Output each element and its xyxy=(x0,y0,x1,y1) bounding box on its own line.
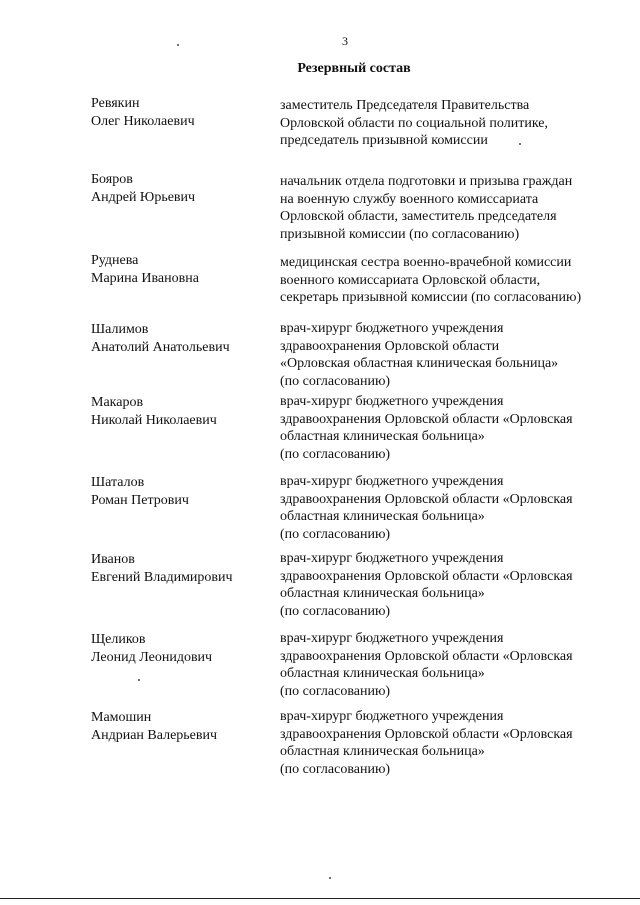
member-role-line: (по согласованию) xyxy=(280,526,391,542)
scan-speck xyxy=(177,44,179,46)
member-role-line: врач-хирург бюджетного учреждения xyxy=(280,551,504,566)
member-role-line: врач-хирург бюджетного учреждения xyxy=(280,321,504,336)
member-role xyxy=(280,708,610,778)
member-surname: Шалимов xyxy=(91,322,149,337)
member-role-line: здравоохранения Орловской области «Орловская xyxy=(280,726,573,742)
member-given-names: Леонид Леонидович xyxy=(91,650,213,665)
member-surname: Мамошин xyxy=(91,710,152,725)
member-role-line: здравоохранения Орловской области xyxy=(280,338,500,354)
member-given-names: Андрей Юрьевич xyxy=(91,190,196,205)
member-name xyxy=(91,321,271,357)
member-role-line: здравоохранения Орловской области «Орловская xyxy=(280,491,573,507)
member-given-names: Роман Петрович xyxy=(91,493,189,508)
member-role-line: (по согласованию) xyxy=(280,683,391,699)
page-number: 3 xyxy=(342,34,348,48)
member-given-names: Марина Ивановна xyxy=(91,271,199,286)
member-role-line: (по согласованию) xyxy=(280,446,391,462)
member-surname: Щеликов xyxy=(91,632,146,647)
member-role-line: военного комиссариата Орловской области, xyxy=(280,272,541,288)
member-role-line: областная клиническая больница» xyxy=(280,586,485,601)
member-role-line: областная клиническая больница» xyxy=(280,744,485,759)
member-role-line: врач-хирург бюджетного учреждения xyxy=(280,631,504,646)
member-role xyxy=(280,550,610,620)
member-name xyxy=(91,252,271,288)
member-role-line: «Орловская областная клиническая больница» xyxy=(280,356,559,371)
member-role-line: врач-хирург бюджетного учреждения xyxy=(280,474,504,489)
member-role-line: (по согласованию) xyxy=(280,373,391,389)
member-role-line: здравоохранения Орловской области «Орловская xyxy=(280,648,573,664)
member-role-line: начальник отдела подготовки и призыва граждан xyxy=(280,174,573,189)
member-role xyxy=(280,473,610,543)
member-name xyxy=(91,171,271,207)
member-role-line: на военную службу военного комиссариата xyxy=(280,191,539,207)
member-name xyxy=(91,551,271,587)
member-role-line: врач-хирург бюджетного учреждения xyxy=(280,709,504,724)
member-name xyxy=(91,95,271,131)
member-role-line: областная клиническая больница» xyxy=(280,509,485,524)
member-given-names: Евгений Владимирович xyxy=(91,570,233,585)
member-name xyxy=(91,709,271,745)
member-role-line: (по согласованию) xyxy=(280,603,391,619)
member-role xyxy=(280,97,610,150)
member-role-line: заместитель Председателя Правительства xyxy=(280,98,530,113)
scan-speck xyxy=(138,679,140,681)
page-bottom-rule xyxy=(0,898,640,899)
member-role xyxy=(280,393,610,463)
member-role xyxy=(280,320,610,390)
member-surname: Бояров xyxy=(91,172,133,187)
member-surname: Шаталов xyxy=(91,475,145,490)
member-role xyxy=(280,630,610,700)
member-name xyxy=(91,631,271,667)
member-surname: Руднева xyxy=(91,253,139,268)
member-name xyxy=(91,474,271,510)
member-role-line: Орловской области, заместитель председателя xyxy=(280,209,557,224)
member-role-line: медицинская сестра военно-врачебной комиссии xyxy=(280,255,572,270)
member-role-line: секретарь призывной комиссии (по согласованию) xyxy=(280,290,582,305)
member-surname: Ревякин xyxy=(91,96,140,111)
member-role-line: Орловской области по социальной политике, xyxy=(280,115,548,131)
member-given-names: Анатолий Анатольевич xyxy=(91,340,230,355)
member-role-line: областная клиническая больница» xyxy=(280,429,485,444)
member-role xyxy=(280,254,610,307)
member-role xyxy=(280,173,610,243)
member-role-line: (по согласованию) xyxy=(280,761,391,777)
scan-speck xyxy=(519,143,521,145)
member-name xyxy=(91,394,271,430)
member-surname: Макаров xyxy=(91,395,144,410)
section-title: Резервный состав xyxy=(297,61,411,76)
member-given-names: Андриан Валерьевич xyxy=(91,728,218,743)
member-role-line: председатель призывной комиссии xyxy=(280,133,488,148)
scan-speck xyxy=(329,877,331,879)
member-given-names: Николай Николаевич xyxy=(91,413,217,428)
member-given-names: Олег Николаевич xyxy=(91,114,195,129)
member-surname: Иванов xyxy=(91,552,135,567)
member-role-line: здравоохранения Орловской области «Орловская xyxy=(280,568,573,584)
member-role-line: врач-хирург бюджетного учреждения xyxy=(280,394,504,409)
member-role-line: здравоохранения Орловской области «Орловская xyxy=(280,411,573,427)
member-role-line: областная клиническая больница» xyxy=(280,666,485,681)
member-role-line: призывной комиссии (по согласованию) xyxy=(280,226,520,242)
